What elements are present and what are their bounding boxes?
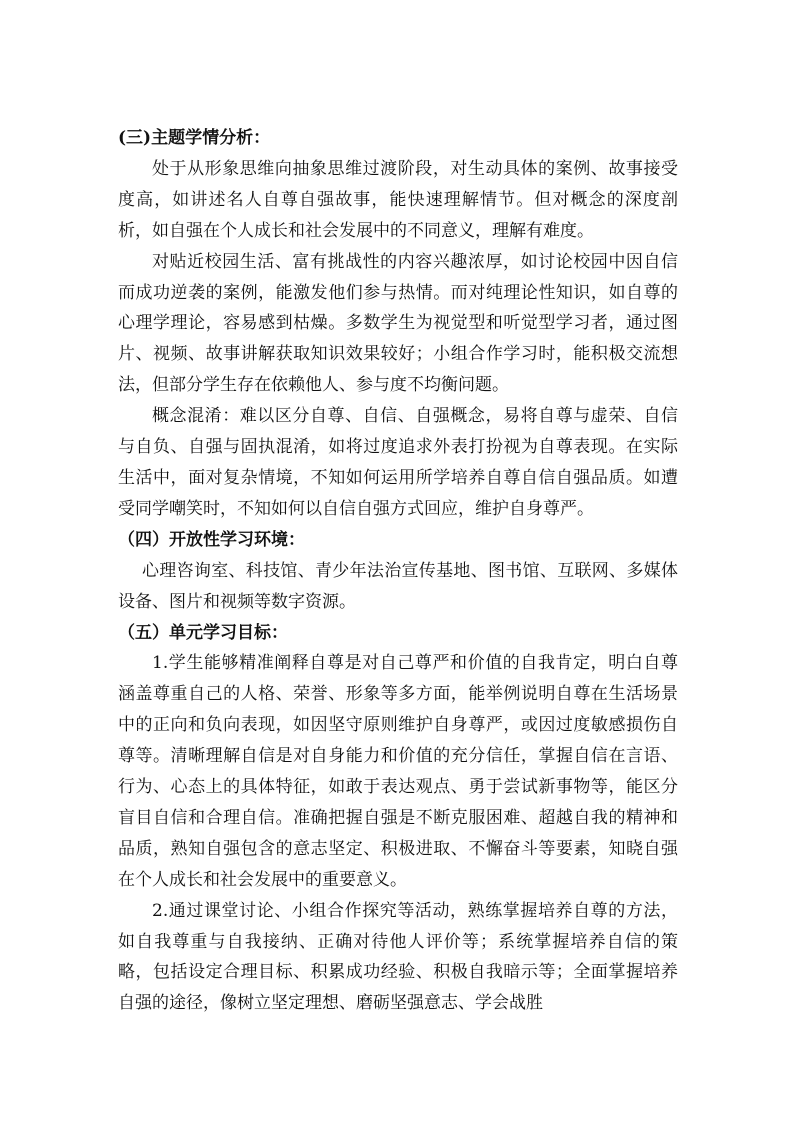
paragraph: 处于从形象思维向抽象思维过渡阶段，对生动具体的案例、故事接受度高，如讲述名人自尊自强故事，能快速理解情节。但对概念的深度剖析，如自强在个人成长和社会发展中的不同意义，理解有难度。 [118,158,678,241]
document-body [118,123,678,1019]
section-heading-5: （五）单元学习目标： [118,622,288,643]
paragraph: 心理咨询室、科技馆、青少年法治宣传基地、图书馆、互联网、多媒体设备、图片和视频等数字资源。 [118,560,678,612]
section-heading-4: （四）开放性学习环境： [118,529,305,550]
paragraph: 1.学生能够精准阐释自尊是对自己尊严和价值的自我肯定，明白自尊涵盖尊重自己的人格、荣誉、形象等多方面，能举例说明自尊在生活场景中的正向和负向表现，如因坚守原则维护自身尊严，或因过度敏感损伤自尊等。清晰理解自信是对自身能力和价值的充分信任，掌握自信在言语、行为、心态上的具体特征，如敢于表达观点、勇于尝试新事物等，能区分盲目自信和合理自信。准确把握自强是不断克服困难、超越自我的精神和品质，熟知自强包含的意志坚定、积极进取、不懈奋斗等要素，知晓自强在个人成长和社会发展中的重要意义。 [118,653,678,890]
paragraph: 概念混淆：难以区分自尊、自信、自强概念，易将自尊与虚荣、自信与自负、自强与固执混淆，如将过度追求外表打扮视为自尊表现。在实际生活中，面对复杂情境，不知如何运用所学培养自尊自信自强品质。如遭受同学嘲笑时，不知如何以自信自强方式回应，维护自身尊严。 [118,406,678,519]
paragraph: 对贴近校园生活、富有挑战性的内容兴趣浓厚，如讨论校园中因自信而成功逆袭的案例，能激发他们参与热情。而对纯理论性知识，如自尊的心理学理论，容易感到枯燥。多数学生为视觉型和听觉型学习者，通过图片、视频、故事讲解获取知识效果较好；小组合作学习时，能积极交流想法，但部分学生存在依赖他人、参与度不均衡问题。 [118,251,678,396]
section-heading-3: (三)主题学情分析： [118,128,271,148]
paragraph: 2.通过课堂讨论、小组合作探究等活动，熟练掌握培养自尊的方法，如自我尊重与自我接纳、正确对待他人评价等；系统掌握培养自信的策略，包括设定合理目标、积累成功经验、积极自我暗示等；全面掌握培养自强的途径，像树立坚定理想、磨砺坚强意志、学会战胜 [118,900,678,1014]
